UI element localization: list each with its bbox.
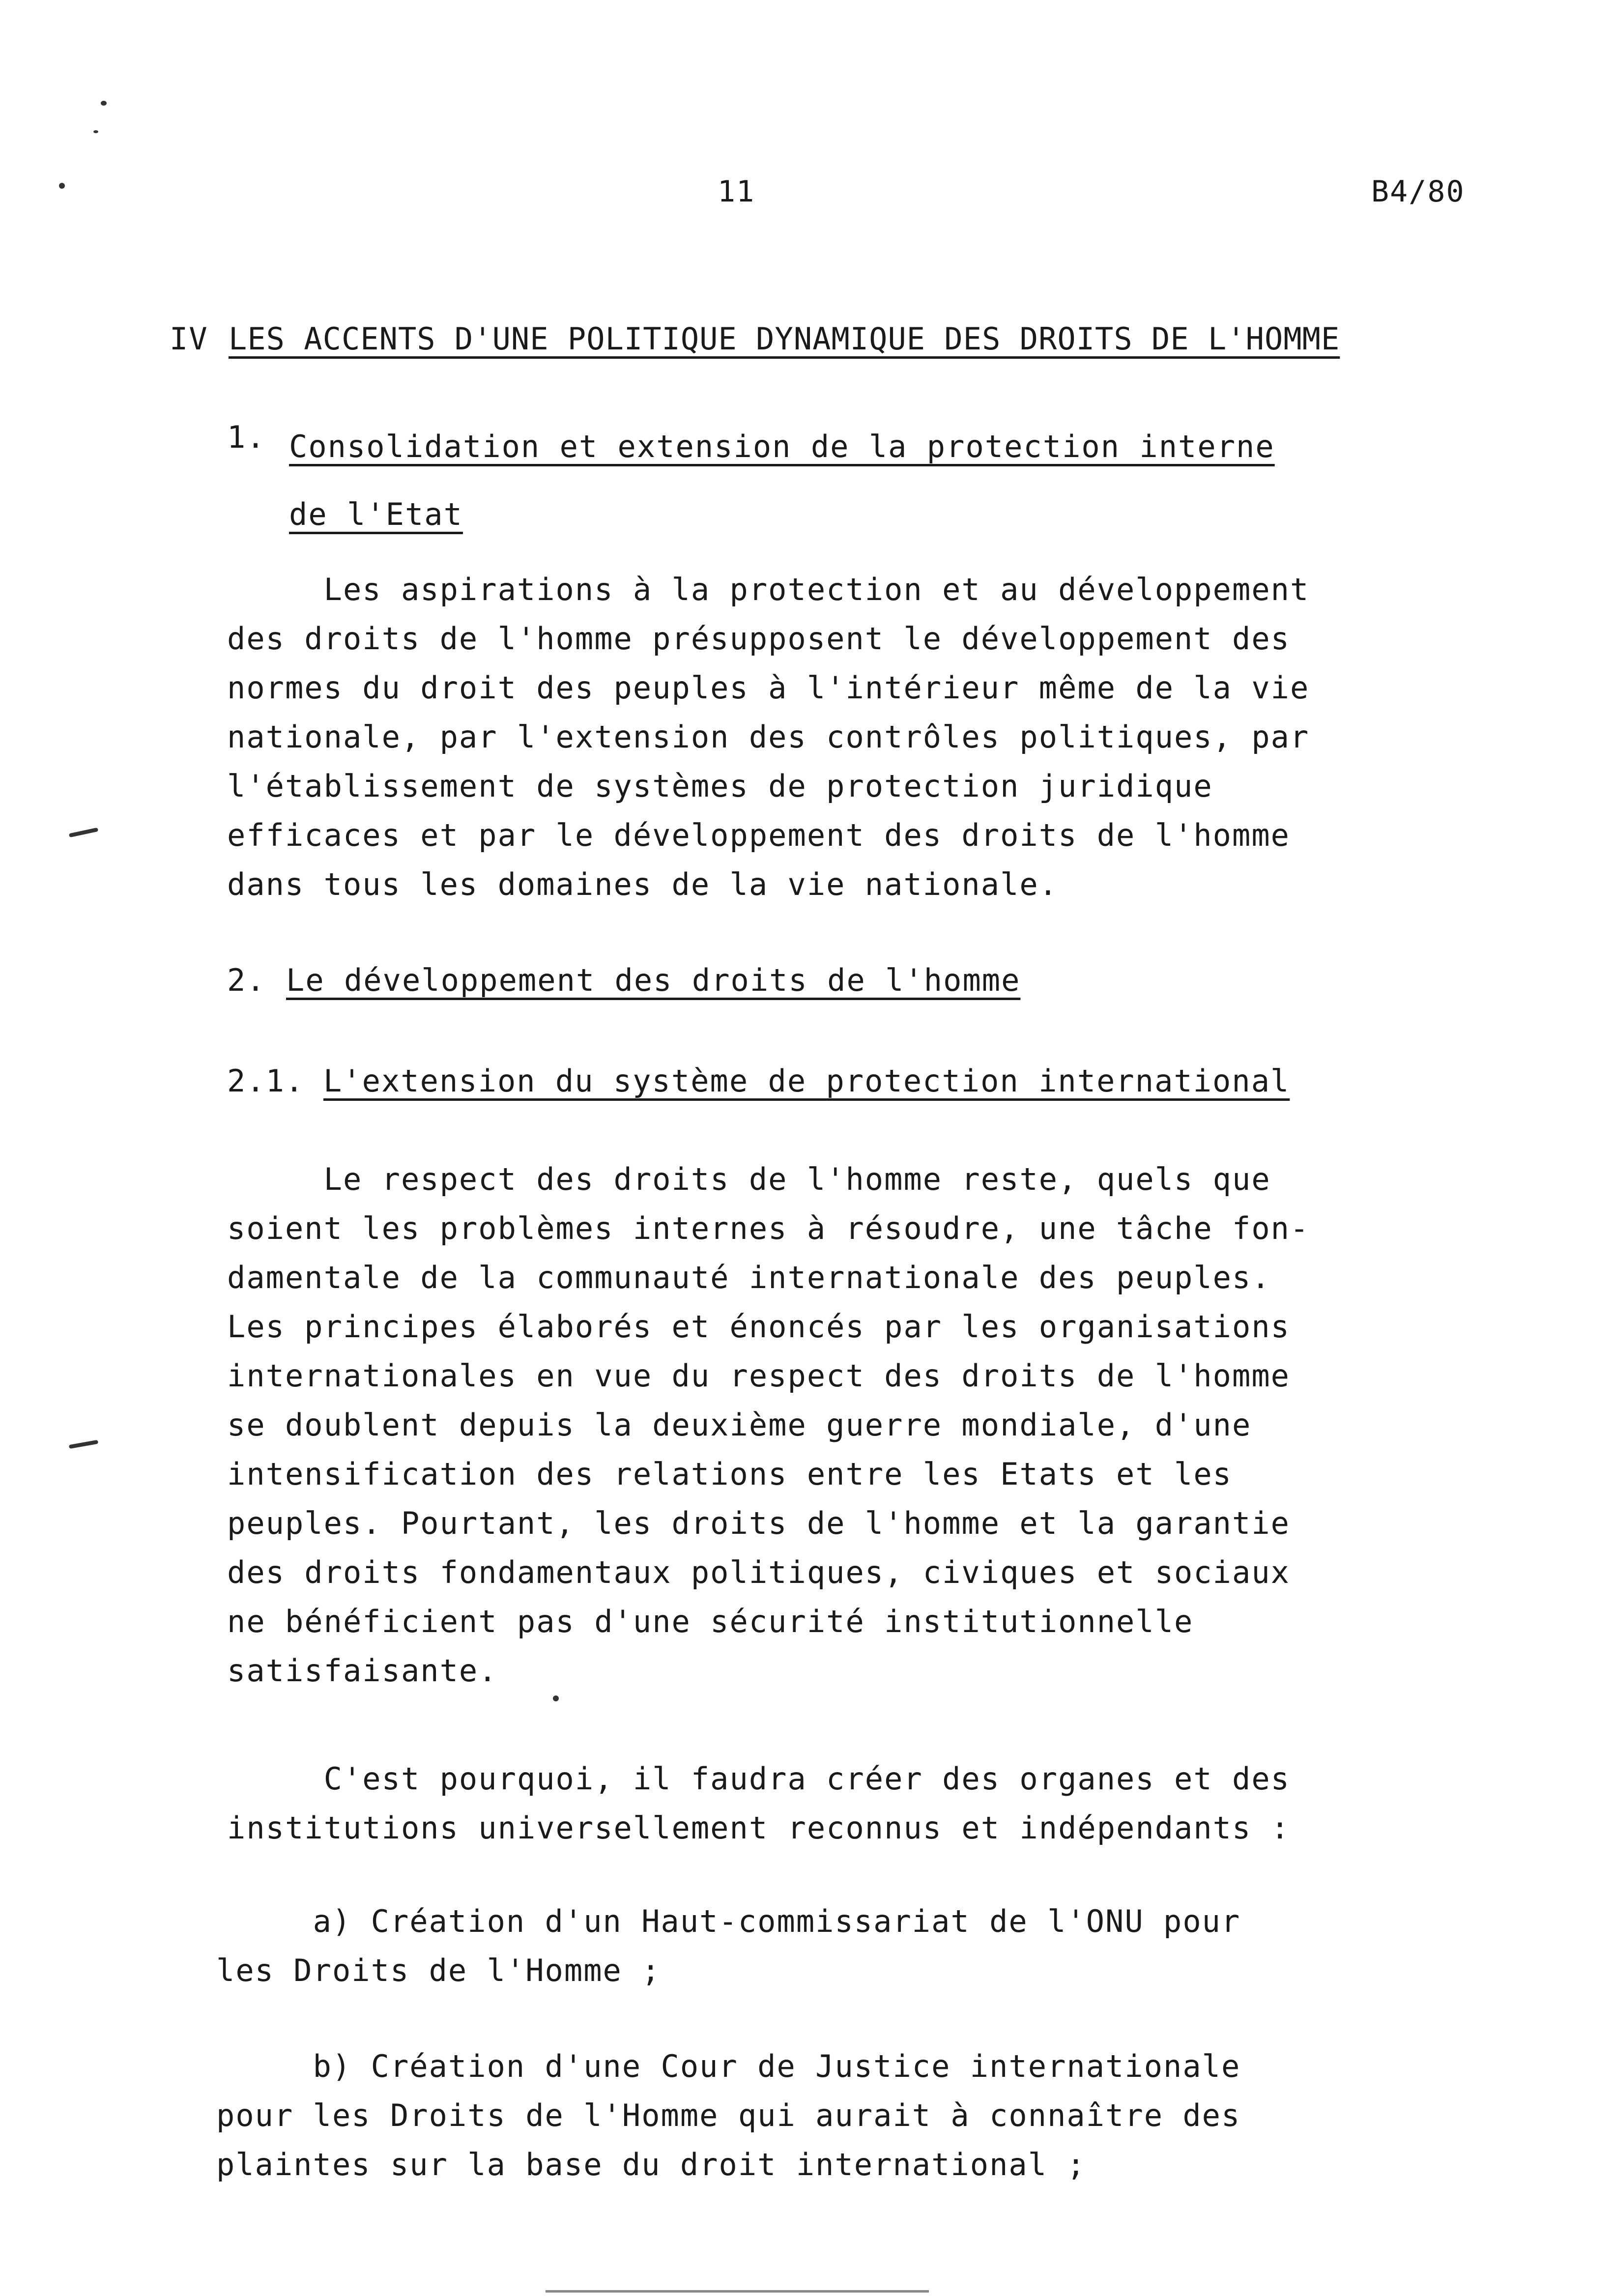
paragraph-line: b) Création d'une Cour de Justice internationale: [216, 2048, 1241, 2084]
section-title: LES ACCENTS D'UNE POLITIQUE DYNAMIQUE DES DROITS DE L'HOMME: [229, 321, 1340, 357]
paragraph-line: satisfaisante.: [227, 1653, 498, 1689]
scan-mark: [69, 1440, 98, 1449]
paragraph-line: dans tous les domaines de la vie nationale.: [227, 866, 1059, 902]
scan-mark: [93, 130, 98, 133]
subsection-2-1-paragraph-2: [227, 1754, 1290, 1853]
paragraph-line: peuples. Pourtant, les droits de l'homme et la garantie: [227, 1505, 1290, 1541]
paragraph-line: Le respect des droits de l'homme reste, quels que: [227, 1161, 1271, 1197]
paragraph-line: Les aspirations à la protection et au développement: [227, 572, 1310, 607]
subsection-2-1-title: L'extension du système de protection international: [323, 1063, 1290, 1099]
subsection-1-title-line-2: de l'Etat: [289, 496, 463, 532]
paragraph-line: plaintes sur la base du droit international ;: [216, 2147, 1086, 2182]
scan-mark: [101, 101, 107, 106]
paragraph-line: Les principes élaborés et énoncés par les organisations: [227, 1309, 1290, 1345]
list-item-b: [216, 2042, 1240, 2189]
section-number: IV: [170, 321, 208, 357]
scan-mark: [69, 828, 98, 837]
paragraph-line: ne bénéficient pas d'une sécurité institutionnelle: [227, 1604, 1194, 1639]
subsection-1-paragraph: [227, 565, 1309, 909]
subsection-1-title-line-1: Consolidation et extension de la protection interne: [289, 429, 1275, 464]
page-number: 11: [718, 174, 755, 209]
scan-mark: [59, 183, 65, 189]
subsection-2-number: 2.: [227, 962, 266, 998]
paragraph-line: des droits fondamentaux politiques, civiques et sociaux: [227, 1554, 1290, 1590]
paragraph-line: efficaces et par le développement des droits de l'homme: [227, 817, 1290, 853]
document-reference: B4/80: [1371, 174, 1465, 209]
paragraph-line: se doublent depuis la deuxième guerre mondiale, d'une: [227, 1407, 1252, 1443]
bottom-rule: [546, 2290, 929, 2293]
paragraph-line: internationales en vue du respect des droits de l'homme: [227, 1358, 1290, 1394]
list-item-a: [216, 1897, 1240, 1995]
paragraph-line: damentale de la communauté internationale des peuples.: [227, 1260, 1271, 1295]
paragraph-line: soient les problèmes internes à résoudre, une tâche fon-: [227, 1210, 1310, 1246]
paragraph-line: intensification des relations entre les Etats et les: [227, 1456, 1233, 1492]
paragraph-line: pour les Droits de l'Homme qui aurait à connaître des: [216, 2097, 1241, 2133]
subsection-1-title: [289, 413, 1275, 548]
paragraph-line: l'établissement de systèmes de protection juridique: [227, 768, 1213, 804]
subsection-2-1-number: 2.1.: [227, 1063, 305, 1099]
subsection-2-title: Le développement des droits de l'homme: [286, 962, 1021, 998]
paragraph-line: institutions universellement reconnus et indépendants :: [227, 1810, 1290, 1846]
paragraph-line: les Droits de l'Homme ;: [216, 1952, 661, 1988]
paragraph-line: normes du droit des peuples à l'intérieur même de la vie: [227, 670, 1310, 706]
paragraph-line: des droits de l'homme présupposent le développement des: [227, 621, 1290, 657]
subsection-2-1-paragraph-1: [227, 1155, 1309, 1695]
subsection-1-number: 1.: [227, 419, 266, 455]
scan-mark: [553, 1695, 559, 1701]
paragraph-line: a) Création d'un Haut-commissariat de l'ONU pour: [216, 1903, 1241, 1939]
paragraph-line: nationale, par l'extension des contrôles politiques, par: [227, 719, 1310, 755]
paragraph-line: C'est pourquoi, il faudra créer des organes et des: [227, 1761, 1290, 1797]
